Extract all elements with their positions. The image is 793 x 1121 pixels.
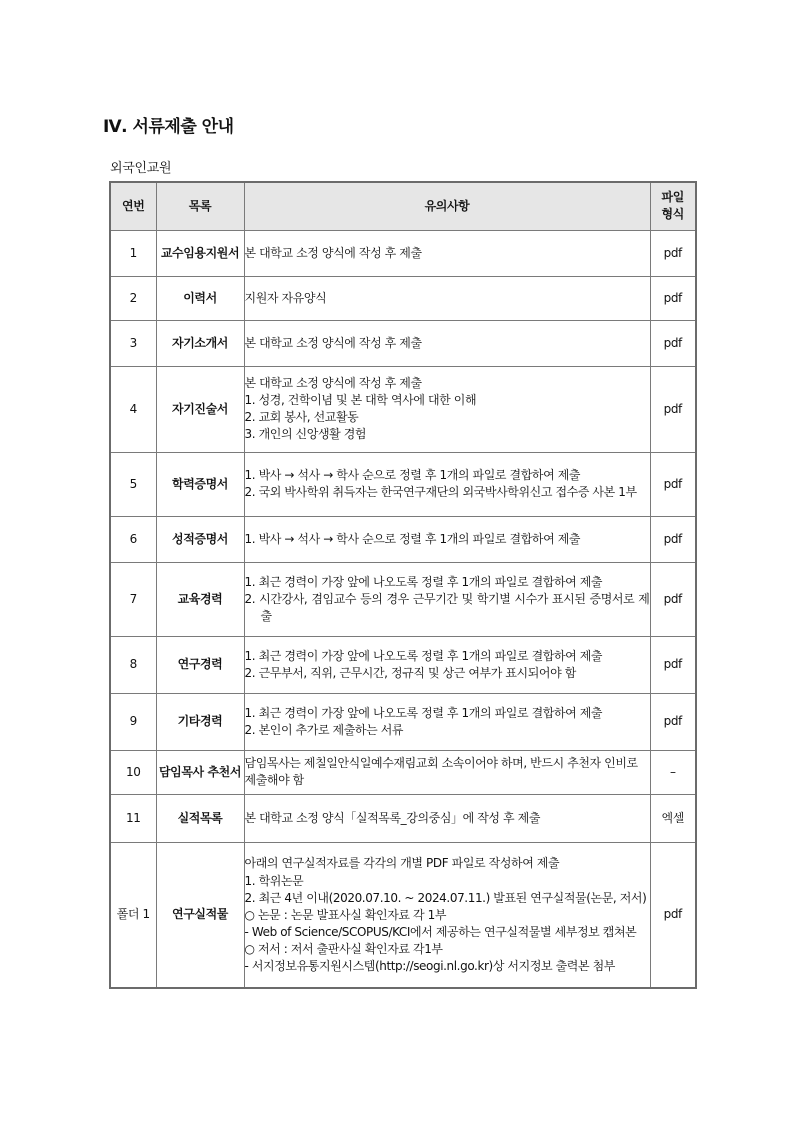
document-requirements-table [109, 181, 697, 989]
note-line: 본 대학교 소정 양식「실적목록_강의중심」에 작성 후 제출 [244, 810, 541, 825]
note-line: 아래의 연구실적자료를 각각의 개별 PDF 파일로 작성하여 제출 [244, 856, 560, 871]
row-number: 6 [110, 516, 156, 562]
row-number: 10 [110, 750, 156, 794]
row-item-name: 실적목록 [156, 794, 244, 842]
row-notes [244, 230, 650, 276]
row-notes [244, 794, 650, 842]
table-row [110, 842, 696, 988]
row-item-name: 연구실적물 [156, 842, 244, 988]
note-line: 담임목사는 제칠일안식일예수재림교회 소속이어야 하며, 반드시 추천자 인비로 제출해야 함 [244, 756, 638, 787]
table-row [110, 562, 696, 636]
row-item-name: 기타경력 [156, 693, 244, 750]
note-line: 2. 교회 봉사, 선교활동 [244, 410, 359, 424]
table-row [110, 794, 696, 842]
section-title: Ⅳ. 서류제출 안내 [103, 117, 234, 137]
row-notes [244, 842, 650, 988]
note-line: 1. 학위논문 [244, 874, 304, 889]
note-line: 1. 최근 경력이 가장 앞에 나오도록 정렬 후 1개의 파일로 결합하여 제출 [244, 648, 603, 663]
row-item-name: 자기소개서 [156, 320, 244, 366]
note-line: 지원자 자유양식 [244, 290, 327, 305]
note-line: 2. 시간강사, 겸임교수 등의 경우 근무기간 및 학기별 시수가 표시된 증명서로 제출 [244, 591, 650, 623]
row-number: 3 [110, 320, 156, 366]
note-line: 2. 국외 박사학위 취득자는 한국연구재단의 외국박사학위신고 접수증 사본 1부 [244, 485, 637, 499]
row-notes [244, 366, 650, 452]
header-no: 연번 [110, 182, 156, 230]
row-file-format: pdf [650, 562, 696, 636]
row-item-name: 성적증명서 [156, 516, 244, 562]
row-file-format: pdf [650, 516, 696, 562]
note-line: 3. 개인의 신앙생활 경험 [244, 427, 367, 441]
row-file-format: pdf [650, 842, 696, 988]
row-file-format: pdf [650, 693, 696, 750]
row-number: 5 [110, 452, 156, 516]
row-item-name: 자기진술서 [156, 366, 244, 452]
note-line: 1. 최근 경력이 가장 앞에 나오도록 정렬 후 1개의 파일로 결합하여 제출 [244, 705, 603, 720]
note-line: 2. 본인이 추가로 제출하는 서류 [244, 722, 404, 737]
note-line: 본 대학교 소정 양식에 작성 후 제출 [244, 376, 422, 390]
row-item-name: 연구경력 [156, 636, 244, 693]
row-notes [244, 636, 650, 693]
row-file-format: 엑셀 [650, 794, 696, 842]
row-item-name: 학력증명서 [156, 452, 244, 516]
row-item-name: 이력서 [156, 276, 244, 320]
note-line: 1. 박사 → 석사 → 학사 순으로 정렬 후 1개의 파일로 결합하여 제출 [244, 531, 581, 546]
row-file-format: pdf [650, 636, 696, 693]
row-notes [244, 276, 650, 320]
row-file-format: pdf [650, 366, 696, 452]
table-row [110, 366, 696, 452]
row-file-format: pdf [650, 320, 696, 366]
row-notes [244, 562, 650, 636]
note-line: 본 대학교 소정 양식에 작성 후 제출 [244, 335, 422, 350]
row-number: 7 [110, 562, 156, 636]
header-format: 파일 형식 [650, 182, 696, 230]
row-number: 11 [110, 794, 156, 842]
table-row [110, 516, 696, 562]
note-line: 2. 근무부서, 직위, 근무시간, 정규직 및 상근 여부가 표시되어야 함 [244, 665, 576, 680]
subtitle: 외국인교원 [110, 161, 172, 176]
note-line: ○ 저서 : 저서 출판사실 확인자료 각1부 [244, 942, 443, 957]
row-item-name: 담임목사 추천서 [156, 750, 244, 794]
row-number: 2 [110, 276, 156, 320]
header-item: 목록 [156, 182, 244, 230]
header-note: 유의사항 [244, 182, 650, 230]
table-row [110, 452, 696, 516]
row-number: 1 [110, 230, 156, 276]
row-notes [244, 750, 650, 794]
table-row [110, 276, 696, 320]
row-notes [244, 516, 650, 562]
note-line: 1. 박사 → 석사 → 학사 순으로 정렬 후 1개의 파일로 결합하여 제출 [244, 468, 581, 482]
row-number: 8 [110, 636, 156, 693]
table-row [110, 693, 696, 750]
row-notes [244, 693, 650, 750]
table-row [110, 320, 696, 366]
row-notes [244, 320, 650, 366]
note-line: - Web of Science/SCOPUS/KCI에서 제공하는 연구실적물별 세부정보 캡쳐본 [244, 925, 637, 940]
row-item-name: 교수임용지원서 [156, 230, 244, 276]
row-item-name: 교육경력 [156, 562, 244, 636]
note-line: 1. 성경, 건학이념 및 본 대학 역사에 대한 이해 [244, 393, 477, 407]
note-line: 본 대학교 소정 양식에 작성 후 제출 [244, 245, 422, 260]
note-line: - 서지정보유통지원시스템(http://seogi.nl.go.kr)상 서지정보 출력본 첨부 [244, 959, 615, 974]
header-row [110, 182, 696, 230]
table-row [110, 750, 696, 794]
row-file-format: pdf [650, 452, 696, 516]
note-line: 2. 최근 4년 이내(2020.07.10. ~ 2024.07.11.) 발표된 연구실적물(논문, 저서) [244, 891, 647, 906]
row-file-format: pdf [650, 276, 696, 320]
row-file-format: – [650, 750, 696, 794]
table-row [110, 230, 696, 276]
note-line: 1. 최근 경력이 가장 앞에 나오도록 정렬 후 1개의 파일로 결합하여 제출 [244, 574, 603, 589]
row-number: 4 [110, 366, 156, 452]
row-number: 9 [110, 693, 156, 750]
row-notes [244, 452, 650, 516]
row-file-format: pdf [650, 230, 696, 276]
table-row [110, 636, 696, 693]
note-line: ○ 논문 : 논문 발표사실 확인자료 각 1부 [244, 908, 447, 923]
row-number: 폴더 1 [110, 842, 156, 988]
